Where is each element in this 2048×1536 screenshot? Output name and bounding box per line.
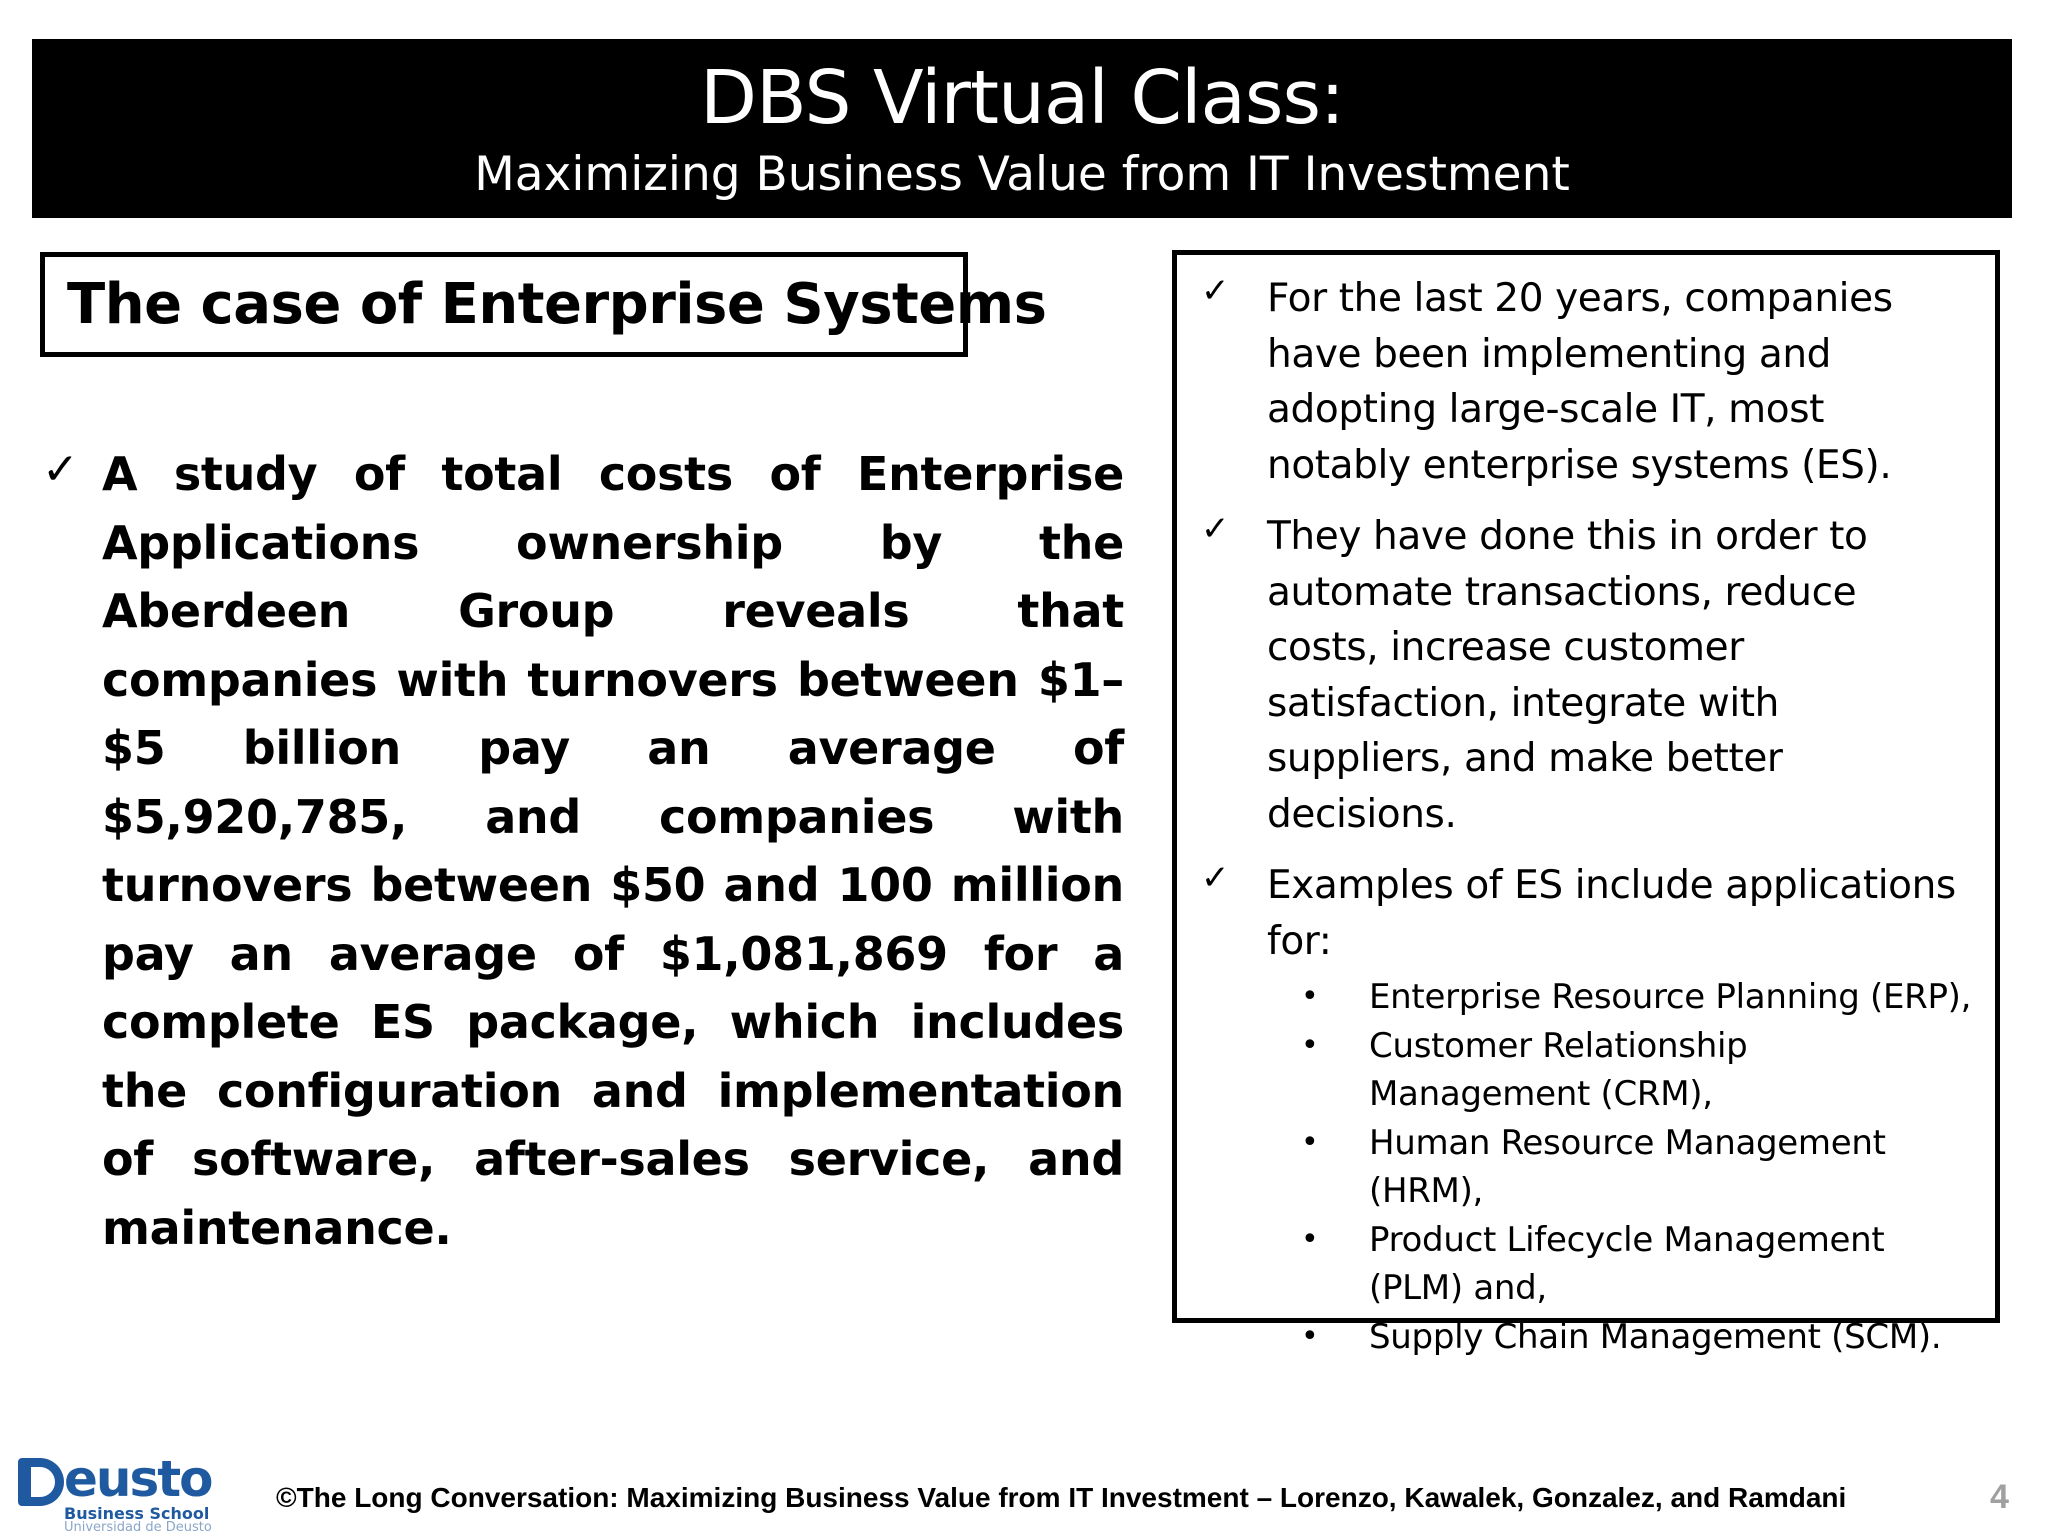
bullet-icon: • — [1301, 1221, 1319, 1257]
case-title: The case of Enterprise Systems — [67, 272, 1047, 337]
checkmark-icon: ✓ — [1201, 509, 1230, 549]
bullet-icon: • — [1301, 1027, 1319, 1063]
main-point — [42, 440, 1124, 1262]
es-examples-list — [1267, 973, 1973, 1361]
es-example: Customer Relationship Management (CRM), — [1369, 1025, 1748, 1114]
bullet-icon: • — [1301, 1318, 1319, 1354]
list-item — [1267, 1216, 1973, 1313]
bullet-icon: • — [1301, 979, 1319, 1014]
logo-university: Universidad de Deusto — [64, 1520, 212, 1535]
slide-title: DBS Virtual Class: — [700, 55, 1344, 141]
es-example: Enterprise Resource Planning (ERP), — [1369, 977, 1972, 1017]
page-number: 4 — [1990, 1478, 2009, 1516]
slide-footer — [0, 1440, 2048, 1536]
checkmark-icon: ✓ — [1201, 858, 1230, 898]
summary-point — [1201, 858, 1973, 1361]
es-summary-box — [1172, 250, 2000, 1357]
copyright-notice: ©The Long Conversation: Maximizing Business Value from IT Investment – Lorenzo, Kawalek, Gonzalez, and Ramdani — [276, 1482, 1847, 1513]
deusto-d-icon — [18, 1458, 64, 1506]
es-example: Human Resource Management (HRM), — [1369, 1122, 1886, 1211]
summary-point-text: For the last 20 years, companies have been implementing and adopting large-scale IT, most notably enterprise systems (ES). — [1267, 276, 1893, 488]
summary-point — [1201, 271, 1973, 493]
list-item — [1267, 1022, 1973, 1119]
es-example: Product Lifecycle Management (PLM) and, — [1369, 1219, 1885, 1308]
logo-text: eusto — [64, 1450, 212, 1508]
checkmark-icon: ✓ — [1201, 271, 1230, 311]
logo-subtitle: Business School — [64, 1504, 210, 1523]
summary-point-text: They have done this in order to automate transactions, reduce costs, increase customer satisfaction, integrate with suppliers, and make better decisions. — [1267, 514, 1868, 837]
main-point-text: A study of total costs of Enterprise Applications ownership by the Aberdeen Group reveals that companies with turnovers between $1–$5 billion pay an average of $5,920,785, and companies with turnovers between $50 and 100 million pay an average of $1,081,869 for a complete ES package, which includes the configuration and implementation of software, after-sales service, and maintenance. — [102, 447, 1124, 1255]
deusto-logo — [16, 1450, 226, 1535]
list-item — [1267, 973, 1973, 1022]
slide-header — [32, 39, 2012, 218]
case-title-box — [40, 252, 1047, 357]
summary-point-text: Examples of ES include applications for: — [1267, 863, 1956, 964]
summary-point — [1201, 509, 1973, 842]
es-example: Supply Chain Management (SCM). — [1369, 1316, 1942, 1357]
list-item — [1267, 1119, 1973, 1216]
bullet-icon: • — [1301, 1124, 1319, 1160]
list-item — [1267, 1313, 1973, 1362]
checkmark-icon: ✓ — [42, 444, 79, 495]
slide-subtitle: Maximizing Business Value from IT Investment — [474, 147, 1570, 202]
